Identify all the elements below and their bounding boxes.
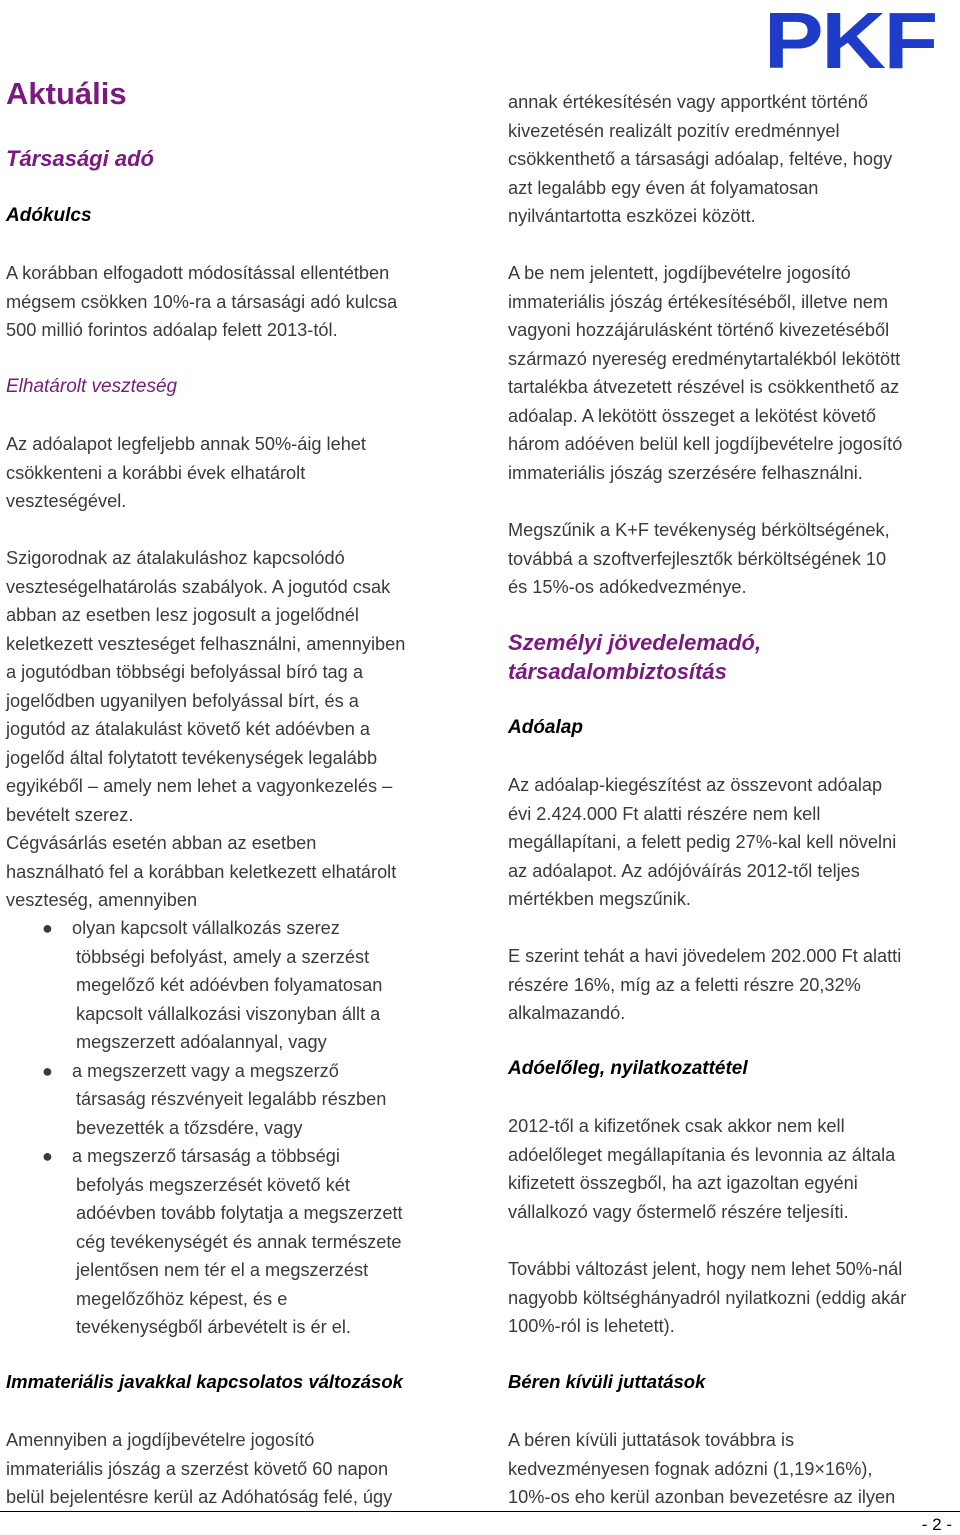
text-line: További változást jelent, hogy nem lehet 50%-nál [508,1259,903,1279]
page-number: - 2 - [921,1515,952,1534]
list-item [6,914,476,1057]
text-line: immateriális jószág szerzésére felhasználni. [508,462,863,483]
paragraph-adokulcs [6,259,466,345]
bullet-icon: ● [42,1060,53,1081]
paragraph-kf [508,516,954,602]
text-line: A béren kívüli juttatások továbbra is [508,1430,795,1450]
text-line: annak értékesítésén vagy apportként történő [508,92,868,112]
text-line: megállapítani, a felett pedig 27%-kal kell növelni [508,832,897,852]
text-line: származó nyereség eredménytartalékból lekötött [508,348,901,369]
footer-rule [0,1511,960,1512]
text-line: mégsem csökken 10%-ra a társasági adó kulcsa [6,291,398,312]
text-line: részére 16%, míg az a feletti részre 20,32% [508,974,861,995]
text-line: 500 millió forintos adóalap felett 2013-tól. [6,320,338,340]
paragraph-havi [508,942,954,1028]
logo-text: PKF [764,2,936,76]
text-line: a megszerzett vagy a megszerző [72,1060,339,1081]
title-line: Személyi jövedelemadó, [508,630,762,655]
text-line: 2012-től a kifizetőnek csak akkor nem kell [508,1116,845,1136]
bullet-icon: ● [42,1146,53,1166]
text-line: jelentősen nem tér el a megszerzést [76,1260,369,1280]
text-line: a megszerző társaság a többségi [72,1146,340,1166]
paragraph-adoeloleg [508,1112,954,1226]
text-line: Amennyiben a jogdíjbevételre jogosító [6,1430,315,1450]
text-line: Megszűnik a K+F tevékenység bérköltségének, [508,520,890,540]
text-line: megelőzőhöz képest, és e [76,1288,288,1309]
text-line: mértékben megszűnik. [508,889,691,909]
text-line: Az adóalapot legfeljebb annak 50%-áig lehet [6,434,366,454]
text-line: adóévben tovább folytatja a megszerzett [76,1203,403,1223]
text-line: a jogutódban többségi befolyással bíró tag a [6,662,363,682]
heading-adoalap: Adóalap [508,717,583,738]
text-line: nagyobb költséghányadról nyilatkozni (eddig akár [508,1287,907,1308]
text-line: Szigorodnak az átalakuláshoz kapcsolódó [6,548,345,568]
text-line: bevételt szerez. [6,804,134,825]
text-line: olyan kapcsolt vállalkozás szerez [72,918,340,938]
text-line: immateriális jószág értékesítéséből, illetve nem [508,291,889,312]
page-title: Aktuális [6,76,127,111]
heading-elhatarolt-veszteseg: Elhatárolt veszteség [6,376,178,397]
text-line: A korábban elfogadott módosítással ellentétben [6,263,390,283]
bullet-list-cegvasarlas [6,914,476,1342]
text-line: kivezetésén realizált pozitív eredménnyel [508,120,840,141]
text-line: többségi befolyást, amely a szerzést [76,946,370,967]
text-line: kedvezményesen fognak adózni (1,19×16%), [508,1458,873,1479]
bullet-icon: ● [42,918,53,938]
text-line: 100%-ról is lehetett). [508,1316,675,1336]
text-line: belül bejelentésre kerül az Adóhatóság felé, úgy [6,1487,393,1507]
title-line: társadalombiztosítás [508,659,727,684]
text-line: 10%-os eho kerül azonban bevezetésre az ilyen [508,1487,896,1507]
text-line: csökkenthető a társasági adóalap, feltéve, hogy [508,149,893,169]
text-line: használható fel a korábban keletkezett elhatárolt [6,861,397,882]
text-line: három adóéven belül kell jogdíjbevételre jogosító [508,434,903,454]
section-title-szja [508,628,761,686]
text-line: veszteségével. [6,491,127,511]
text-line: megszerzett adóalannyal, vagy [76,1032,327,1052]
text-line: immateriális jószág a szerzést követő 60 napon [6,1458,389,1479]
text-line: alkalmazandó. [508,1003,626,1023]
text-line: cég tevékenységét és annak természete [76,1231,402,1252]
text-line: veszteség, amennyiben [6,890,198,910]
text-line: és 15%-os adókedvezménye. [508,577,747,597]
text-line: veszteségelhatárolás szabályok. A jogutód csak [6,576,391,597]
paragraph-adoalap [508,771,954,914]
text-line: abban az esetben lesz jogosult a jogelődnél [6,605,359,625]
paragraph-immaterialis [6,1426,466,1512]
text-line: társaság részvényeit legalább részben [76,1089,387,1109]
paragraph-beren-kivuli [508,1426,954,1512]
paragraph-veszteseg [6,430,466,516]
text-line: megelőző két adóévben folyamatosan [76,975,383,995]
section-title-tarsasagi-ado: Társasági adó [6,146,154,171]
text-line: keletkezett veszteséget felhasználni, amennyiben [6,633,406,654]
text-line: jogutód az átalakulást követő két adóévben a [6,719,371,739]
heading-adokulcs: Adókulcs [6,205,92,226]
text-line: kifizetett összegből, ha azt igazoltan egyéni [508,1173,858,1193]
text-line: kapcsolt vállalkozási viszonyban állt a [76,1003,381,1024]
text-line: tevékenységből árbevételt is ér el. [76,1317,351,1337]
text-line: adóalap. A lekötött összeget a lekötést követő [508,405,877,426]
text-line: azt legalább egy éven át folyamatosan [508,177,819,198]
text-line: vállalkozó vagy őstermelő részére teljesíti. [508,1201,849,1222]
text-line: jogelőd által folytatott tevékenységek legalább [6,747,378,768]
heading-beren-kivuli: Béren kívüli juttatások [508,1371,706,1392]
text-line: egyikéből – amely nem lehet a vagyonkezelés – [6,776,393,796]
list-item [6,1057,476,1143]
paragraph-continuation [508,88,954,231]
text-line: bevezették a tőzsdére, vagy [76,1117,303,1138]
text-line: Az adóalap-kiegészítést az összevont adóalap [508,775,883,795]
text-line: E szerint tehát a havi jövedelem 202.000 Ft alatti [508,946,902,966]
paragraph-koltseg [508,1255,958,1341]
text-line: befolyás megszerzését követő két [76,1174,350,1195]
text-line: továbbá a szoftverfejlesztők bérköltségének 10 [508,548,887,569]
text-line: A be nem jelentett, jogdíjbevételre jogosító [508,263,851,283]
heading-immaterialis: Immateriális javakkal kapcsolatos változások [6,1371,403,1392]
paragraph-jogdij [508,259,958,487]
list-item [6,1142,476,1342]
text-line: jogelődben ugyanilyen befolyással bírt, és a [6,690,359,711]
paragraph-szigorodnak [6,544,476,915]
pkf-logo [762,2,938,76]
text-line: csökkenteni a korábbi évek elhatárolt [6,462,306,483]
heading-adoeloleg: Adóelőleg, nyilatkozattétel [508,1058,748,1079]
text-line: vagyoni hozzájárulásként történő kivezetéséből [508,320,890,340]
text-line: nyilvántartotta eszközei között. [508,206,756,226]
text-line: évi 2.424.000 Ft alatti részére nem kell [508,803,821,824]
text-line: tartalékba átvezetett részével is csökkenthető az [508,377,900,397]
text-line: Cégvásárlás esetén abban az esetben [6,833,317,853]
text-line: adóelőleget megállapítania és levonnia az általa [508,1144,896,1165]
text-line: az adóalapot. Az adójóváírás 2012-től teljes [508,860,860,881]
